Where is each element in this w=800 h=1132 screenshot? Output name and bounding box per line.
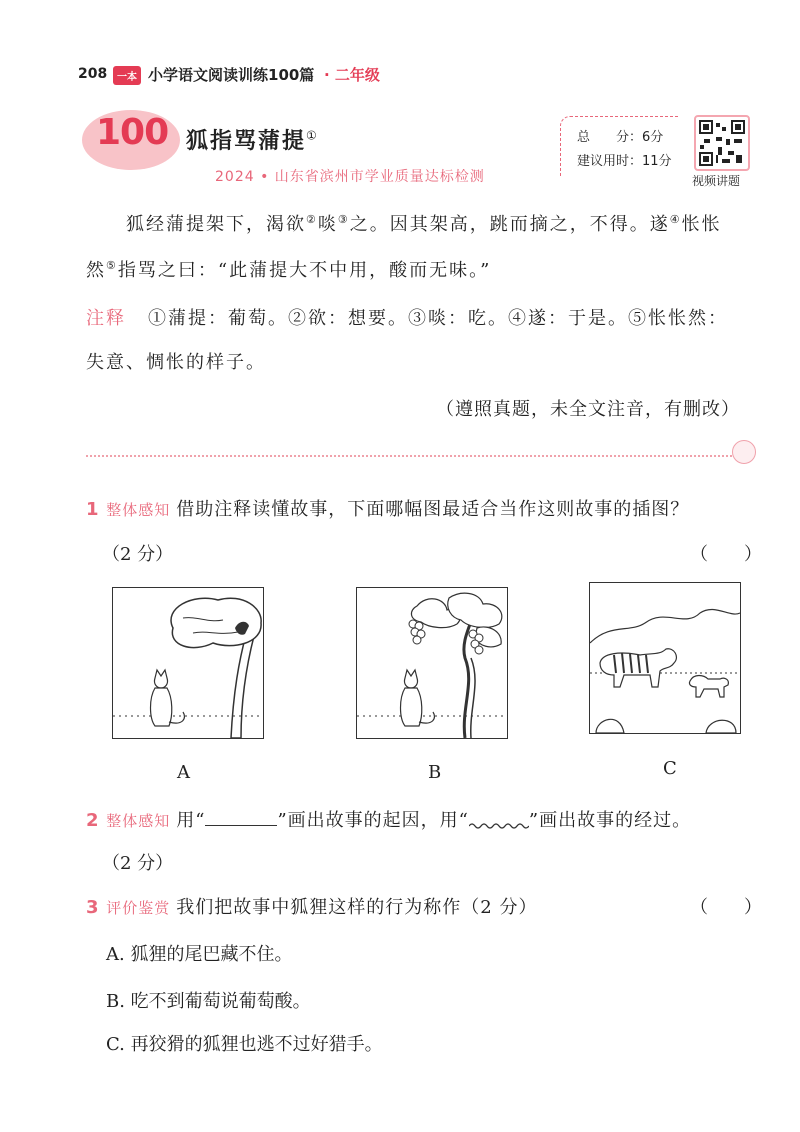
lesson-number: 100	[96, 112, 169, 153]
option-a-label: A	[177, 762, 190, 783]
bushes	[596, 719, 736, 733]
grade-label: · 二年级	[324, 66, 380, 84]
suggested-time: 建议用时：11分	[577, 154, 672, 169]
question-2-score: （2 分）	[102, 853, 174, 874]
fox-icon	[689, 676, 728, 698]
swirl-icon	[732, 440, 756, 464]
tiger-icon	[600, 649, 676, 687]
question-3-option-a[interactable]: A. 狐狸的尾巴藏不住。	[106, 944, 293, 965]
answer-blank-3[interactable]: （ ）	[690, 897, 762, 918]
passage-line-2: 然⑤指骂之曰：“此蒲提大不中用，酸而无味。”	[86, 259, 492, 281]
notes-label: 注释	[86, 308, 126, 329]
option-b-label: B	[428, 762, 442, 783]
hills	[590, 609, 740, 643]
answer-blank-1[interactable]: （ ）	[690, 544, 762, 565]
section-divider	[86, 455, 732, 457]
video-lecture-label: 视频讲题	[692, 174, 741, 188]
passage-line-1: 狐经蒲提架下，渴欲②啖③之。因其架高，跳而摘之，不得。遂④怅怅	[126, 213, 722, 235]
qr-code-icon[interactable]	[694, 115, 750, 171]
title-footnote: ①	[306, 128, 319, 143]
wavy-underline	[469, 812, 529, 826]
question-2: 2 整体感知 用“ ”画出故事的起因，用“ ”画出故事的经过。	[86, 810, 692, 831]
book-title: 小学语文阅读训练100篇	[148, 66, 315, 84]
grape-leaves	[411, 593, 501, 647]
option-c-image[interactable]	[589, 582, 741, 734]
question-1-score: （2 分）	[102, 544, 174, 565]
question-3-option-c[interactable]: C. 再狡猾的狐狸也逃不过好猎手。	[106, 1034, 383, 1055]
tree-canopy	[171, 598, 261, 647]
question-1: 1 整体感知 借助注释读懂故事，下面哪幅图最适合当作这则故事的插图？	[86, 499, 690, 520]
page-number: 208	[78, 66, 108, 82]
option-c-label: C	[663, 758, 677, 779]
notes-line-2: 失意、惆怅的样子。	[86, 352, 266, 373]
question-3-option-b[interactable]: B. 吃不到葡萄说葡萄酸。	[106, 991, 311, 1012]
option-b-image[interactable]	[356, 587, 508, 739]
fox-icon	[401, 670, 435, 726]
fox-icon	[151, 670, 185, 726]
total-score: 总 分：6分	[577, 130, 664, 145]
lesson-title: 狐指骂蒲提①	[186, 128, 319, 154]
reference-note: （遵照真题，未全文注音，有删改）	[436, 399, 740, 420]
lesson-source: 2024 • 山东省滨州市学业质量达标检测	[215, 169, 485, 185]
publisher-logo: 一本	[113, 66, 141, 85]
question-3: 3 评价鉴赏 我们把故事中狐狸这样的行为称作（2 分）	[86, 897, 538, 918]
straight-underline	[205, 811, 277, 826]
notes-line-1: 注释 ①蒲提：葡萄。②欲：想要。③啖：吃。④遂：于是。⑤怅怅然：	[86, 308, 728, 329]
option-a-image[interactable]	[112, 587, 264, 739]
